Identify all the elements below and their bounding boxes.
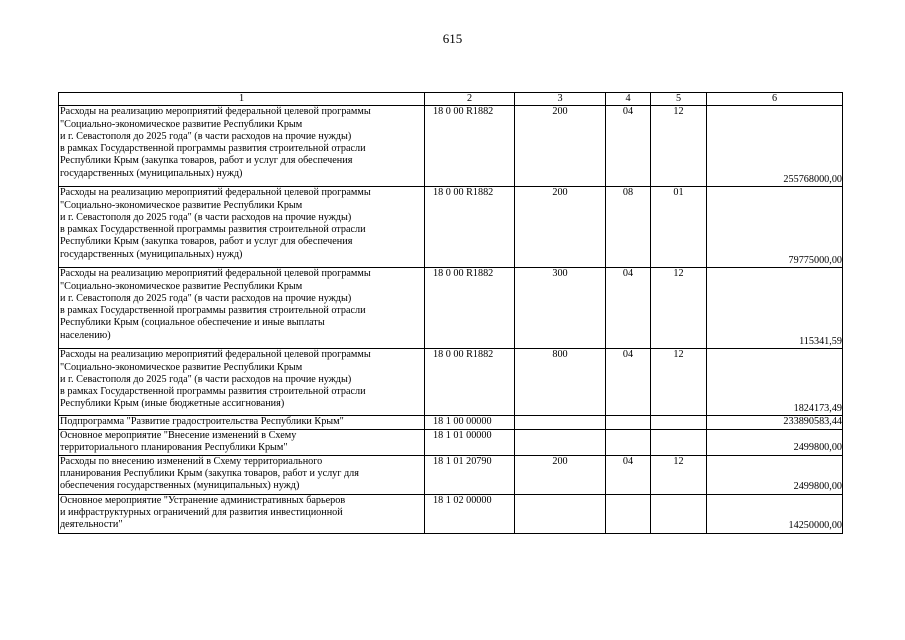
header-cell: 1 <box>59 93 425 106</box>
expense-name-cell: Расходы на реализацию мероприятий федеральной целевой программы "Социально-экономическое развитие Республики Крым и г. Севастополя до 2025 года" (в части расходов на прочие нужды) в рамках Государственной программы развития строительной отрасли Республики Крым (иные бюджетные ассигнования) <box>59 349 425 416</box>
table-row <box>59 455 843 494</box>
table-header-row <box>59 93 843 106</box>
amount-cell: 115341,59 <box>707 268 843 349</box>
subsection-cell: 01 <box>651 187 707 268</box>
target-code-cell: 18 0 00 R1882 <box>425 187 515 268</box>
expense-name-cell: Основное мероприятие "Устранение административных барьеров и инфраструктурных ограничений для развития инвестиционной деятельности" <box>59 494 425 533</box>
amount-cell: 1824173,49 <box>707 349 843 416</box>
section-cell: 04 <box>606 268 651 349</box>
amount-cell: 2499800,00 <box>707 455 843 494</box>
budget-table <box>58 92 843 534</box>
header-cell: 3 <box>515 93 606 106</box>
amount-cell: 233890583,44 <box>707 416 843 429</box>
subsection-cell: 12 <box>651 349 707 416</box>
expense-name-cell: Расходы на реализацию мероприятий федеральной целевой программы "Социально-экономическое развитие Республики Крым и г. Севастополя до 2025 года" (в части расходов на прочие нужды) в рамках Государственной программы развития строительной отрасли Республики Крым (закупка товаров, работ и услуг для обеспечения государственных (муниципальных) нужд) <box>59 187 425 268</box>
expense-type-cell: 200 <box>515 187 606 268</box>
expense-type-cell <box>515 429 606 455</box>
amount-cell: 2499800,00 <box>707 429 843 455</box>
section-cell: 04 <box>606 455 651 494</box>
expense-name-cell: Подпрограмма "Развитие градостроительства Республики Крым" <box>59 416 425 429</box>
section-cell: 04 <box>606 106 651 187</box>
target-code-cell: 18 1 02 00000 <box>425 494 515 533</box>
target-code-cell: 18 1 00 00000 <box>425 416 515 429</box>
section-cell <box>606 416 651 429</box>
section-cell <box>606 494 651 533</box>
table-row <box>59 416 843 429</box>
page-number: 615 <box>442 31 463 46</box>
table-row <box>59 494 843 533</box>
subsection-cell <box>651 416 707 429</box>
subsection-cell <box>651 494 707 533</box>
subsection-cell: 12 <box>651 106 707 187</box>
section-cell <box>606 429 651 455</box>
subsection-cell: 12 <box>651 268 707 349</box>
subsection-cell: 12 <box>651 455 707 494</box>
expense-name-cell: Расходы по внесению изменений в Схему территориального планирования Республики Крым (закупка товаров, работ и услуг для обеспечения государственных (муниципальных) нужд) <box>59 455 425 494</box>
expense-type-cell: 800 <box>515 349 606 416</box>
table-row <box>59 268 843 349</box>
target-code-cell: 18 0 00 R1882 <box>425 349 515 416</box>
table-row <box>59 349 843 416</box>
table-row <box>59 429 843 455</box>
amount-cell: 79775000,00 <box>707 187 843 268</box>
expense-type-cell <box>515 494 606 533</box>
amount-cell: 14250000,00 <box>707 494 843 533</box>
expense-name-cell: Расходы на реализацию мероприятий федеральной целевой программы "Социально-экономическое развитие Республики Крым и г. Севастополя до 2025 года" (в части расходов на прочие нужды) в рамках Государственной программы развития строительной отрасли Республики Крым (социальное обеспечение и иные выплаты населению) <box>59 268 425 349</box>
amount-cell: 255768000,00 <box>707 106 843 187</box>
subsection-cell <box>651 429 707 455</box>
target-code-cell: 18 1 01 20790 <box>425 455 515 494</box>
target-code-cell: 18 0 00 R1882 <box>425 268 515 349</box>
expense-type-cell: 200 <box>515 106 606 187</box>
section-cell: 04 <box>606 349 651 416</box>
table-row <box>59 187 843 268</box>
expense-type-cell <box>515 416 606 429</box>
table-row <box>59 106 843 187</box>
expense-name-cell: Расходы на реализацию мероприятий федеральной целевой программы "Социально-экономическое развитие Республики Крым и г. Севастополя до 2025 года" (в части расходов на прочие нужды) в рамках Государственной программы развития строительной отрасли Республики Крым (закупка товаров, работ и услуг для обеспечения государственных (муниципальных) нужд) <box>59 106 425 187</box>
expense-name-cell: Основное мероприятие "Внесение изменений в Схему территориального планирования Республики Крым" <box>59 429 425 455</box>
header-cell: 6 <box>707 93 843 106</box>
expense-type-cell: 200 <box>515 455 606 494</box>
target-code-cell: 18 1 01 00000 <box>425 429 515 455</box>
header-cell: 2 <box>425 93 515 106</box>
header-cell: 4 <box>606 93 651 106</box>
header-cell: 5 <box>651 93 707 106</box>
section-cell: 08 <box>606 187 651 268</box>
target-code-cell: 18 0 00 R1882 <box>425 106 515 187</box>
expense-type-cell: 300 <box>515 268 606 349</box>
